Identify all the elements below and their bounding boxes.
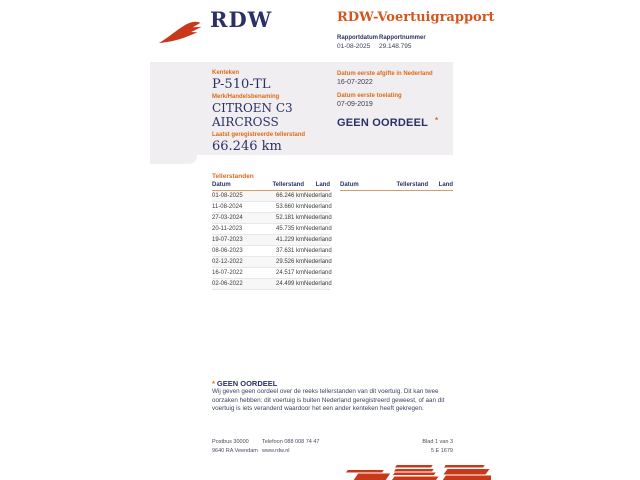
table-header-row	[340, 181, 453, 191]
cell-datum: 20-11-2023	[212, 224, 264, 235]
footnote-asterisk: *	[212, 379, 215, 388]
tellerstanden-table-body	[212, 191, 330, 290]
report-number-label: Rapportnummer	[379, 35, 426, 41]
column-header-datum: Datum	[212, 181, 264, 191]
cell-tellerstand: 45.735 km	[264, 224, 304, 235]
merk-label: Merk/Handelsbenaming	[212, 94, 280, 100]
footer-address-line1: Postbus 30000	[212, 439, 249, 445]
cell-land: Nederland	[304, 257, 330, 268]
footer-page-info	[393, 438, 453, 456]
cell-land: Nederland	[304, 279, 330, 290]
table-row	[212, 257, 330, 268]
footnote-body: Wij geven geen oordeel over de reeks tellerstanden van dit voertuig. Dit kan twee oorzaken hebben: dit voertuig is buiten Nederland geregistreerd geweest, of aan dit voertuig is iets veranderd waardoor het een ander kenteken heeft gekregen.	[212, 388, 445, 413]
cell-datum: 11-08-2024	[212, 202, 264, 213]
footer-address-line2: 9640 RA Veendam	[212, 448, 258, 454]
footer-website: www.rdw.nl	[262, 448, 290, 454]
tellerstanden-table-left	[212, 181, 330, 290]
tellerstand-label: Laatst geregistreerde tellerstand	[212, 132, 306, 138]
cell-tellerstand: 41.229 km	[264, 235, 304, 246]
report-date-value: 01-08-2025	[337, 43, 371, 50]
rdw-wing-stripes-graphic	[344, 465, 491, 480]
eerste-toelating-value: 07-09-2019	[337, 101, 373, 108]
cell-datum: 01-08-2025	[212, 191, 264, 202]
column-header-tellerstand: Tellerstand	[264, 181, 304, 191]
cell-land: Nederland	[304, 246, 330, 257]
cell-datum: 08-06-2023	[212, 246, 264, 257]
table-header-row	[212, 181, 330, 191]
report-number-value: 29.148.795	[379, 43, 412, 50]
cell-tellerstand: 66.246 km	[264, 191, 304, 202]
cell-land: Nederland	[304, 235, 330, 246]
cell-datum: 02-12-2022	[212, 257, 264, 268]
cell-datum: 19-07-2023	[212, 235, 264, 246]
rdw-logo-wing-icon	[157, 17, 205, 47]
cell-datum: 27-03-2024	[212, 213, 264, 224]
oordeel-footnote-asterisk: *	[435, 116, 439, 125]
table-row	[212, 268, 330, 279]
cell-land: Nederland	[304, 268, 330, 279]
cell-tellerstand: 37.631 km	[264, 246, 304, 257]
footnote-title-row	[212, 379, 277, 388]
column-header-land: Land	[428, 181, 453, 191]
cell-land: Nederland	[304, 202, 330, 213]
table-row	[212, 235, 330, 246]
table-row	[212, 191, 330, 202]
column-header-tellerstand: Tellerstand	[390, 181, 428, 191]
table-row	[212, 246, 330, 257]
merk-value-line1: CITROEN C3	[212, 101, 293, 115]
footer-address	[212, 438, 258, 456]
table-row	[212, 279, 330, 290]
eerste-afgifte-value: 16-07-2022	[337, 79, 373, 86]
report-date-label: Rapportdatum	[337, 35, 378, 41]
kenteken-label: Kenteken	[212, 70, 240, 76]
oordeel-status: GEEN OORDEEL	[337, 117, 429, 129]
tellerstanden-table-right	[340, 181, 453, 191]
cell-tellerstand: 29.526 km	[264, 257, 304, 268]
cell-datum: 02-06-2022	[212, 279, 264, 290]
cell-land: Nederland	[304, 224, 330, 235]
eerste-toelating-label: Datum eerste toelating	[337, 93, 402, 99]
column-header-land: Land	[304, 181, 330, 191]
cell-tellerstand: 24.517 km	[264, 268, 304, 279]
column-header-datum: Datum	[340, 181, 390, 191]
rdw-logo-text: RDW	[210, 7, 273, 32]
summary-card-tab	[150, 155, 197, 163]
footer-page-number: Blad 1 van 3	[422, 439, 453, 445]
footnote-title: GEEN OORDEEL	[216, 379, 278, 388]
report-title: RDW-Voertuigrapport	[337, 10, 495, 25]
tellerstanden-heading: Tellerstanden	[212, 173, 254, 180]
footer-contact	[262, 438, 320, 456]
merk-value-line2: AIRCROSS	[212, 115, 279, 129]
kenteken-value: P-510-TL	[212, 77, 271, 92]
cell-land: Nederland	[304, 191, 330, 202]
cell-datum: 16-07-2022	[212, 268, 264, 279]
eerste-afgifte-label: Datum eerste afgifte in Nederland	[337, 71, 433, 77]
cell-tellerstand: 53.660 km	[264, 202, 304, 213]
table-row	[212, 213, 330, 224]
cell-land: Nederland	[304, 213, 330, 224]
footer-phone: Telefoon 088 008 74 47	[262, 439, 320, 445]
table-row	[212, 202, 330, 213]
cell-tellerstand: 24.499 km	[264, 279, 304, 290]
footer-form-code: 5 E 1679	[430, 448, 453, 454]
tellerstand-value: 66.246 km	[212, 139, 282, 154]
table-row	[212, 224, 330, 235]
cell-tellerstand: 52.181 km	[264, 213, 304, 224]
